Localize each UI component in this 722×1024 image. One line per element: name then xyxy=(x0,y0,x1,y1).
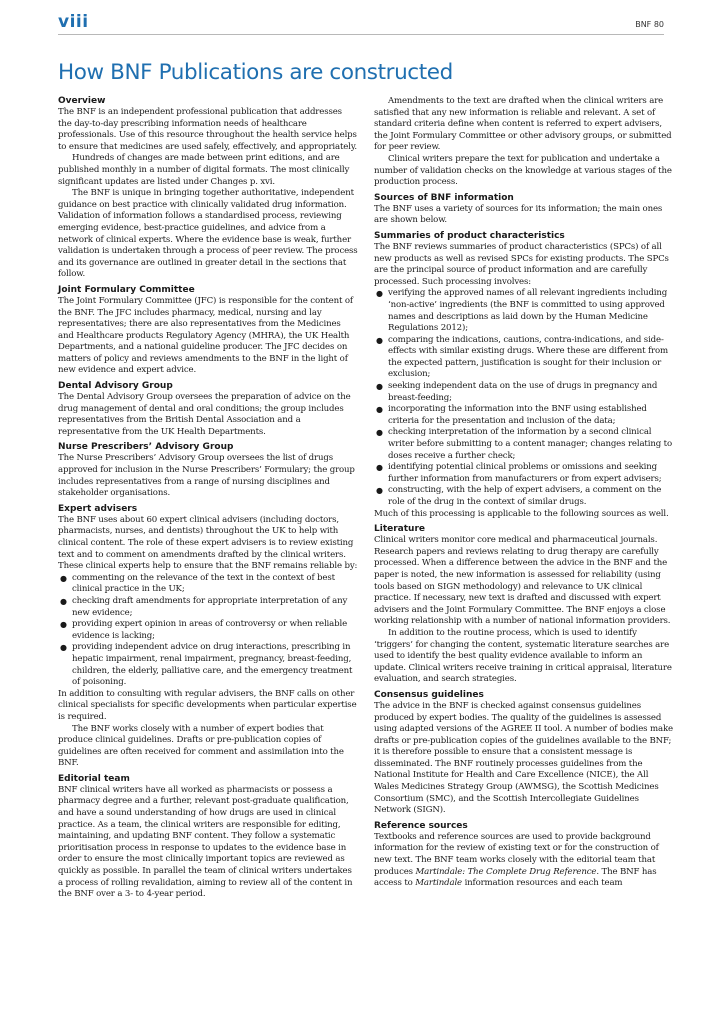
sources-paragraph: The BNF uses a variety of sources for its information; the main ones are shown below. xyxy=(374,203,663,226)
bullet-icon: ● xyxy=(376,382,383,392)
bullet-icon: ● xyxy=(376,405,383,415)
list-item-text: seeking independent data on the use of drugs in pregnancy and breast-feeding; xyxy=(388,381,658,403)
intro-paragraph-2: Clinical writers prepare the text for publication and undertake a number of validation checks on the knowledge at various stages of the production process. xyxy=(374,153,672,188)
list-item-text: comparing the indications, cautions, contra-indications, and side-effects with similar existing drugs. Where these are different from the expected pattern, justification is sought for their inclusion or exclusion; xyxy=(388,334,669,380)
list-item xyxy=(374,462,674,485)
section-heading-literature: Literature xyxy=(374,524,425,535)
running-head: BNF 80 xyxy=(635,20,664,29)
spc-paragraph-2: Much of this processing is applicable to the following sources as well. xyxy=(374,508,669,519)
overview-paragraph-3: The BNF is unique in bringing together authoritative, independent guidance on best practice with clinically validated drug information. Validation of information follows a standardised process, reviewing emerging evidence, best-practice guidelines, and advice from a network of clinical experts. Where the evidence base is weak, further validation is undertaken through a process of peer review. The process and its governance are outlined in greater detail in the sections that follow. xyxy=(58,188,358,280)
section-heading-overview: Overview xyxy=(58,96,106,106)
left-column xyxy=(58,96,358,901)
literature-paragraph-2: In addition to the routine process, which is used to identify ‘triggers’ for changing the content, systematic literature searches are used to identify the best quality evidence available to inform an update. Clinical writers receive training in critical appraisal, literature evaluation, and search strategies. xyxy=(374,627,672,685)
section-heading-experts: Expert advisers xyxy=(58,503,138,514)
list-item-text: constructing, with the help of expert advisers, a comment on the role of the drug in the context of similar drugs. xyxy=(388,485,662,507)
section-heading-reference: Reference sources xyxy=(374,820,468,831)
martindale-name: Martindale xyxy=(415,878,462,889)
list-item-text: commenting on the relevance of the text in the context of best clinical practice in the UK; xyxy=(72,572,335,595)
section-heading-spc: Summaries of product characteristics xyxy=(374,230,565,241)
section-heading-dental: Dental Advisory Group xyxy=(58,381,173,392)
bullet-icon: ● xyxy=(60,573,67,583)
bullet-icon: ● xyxy=(60,643,67,653)
dental-paragraph: The Dental Advisory Group oversees the preparation of advice on the drug management of dental and oral conditions; the group includes representatives from the British Dental Association and a representative from the UK Health Departments. xyxy=(58,392,351,437)
consensus-paragraph: The advice in the BNF is checked against consensus guidelines produced by expert bodies. The quality of the guidelines is assessed using adapted versions of the AGREE II tool. A number of bodies make drafts or pre-publication copies of the guidelines available to the BNF; it is therefore possible to ensure that a consistent message is disseminated. The BNF routinely processes guidelines from the National Institute for Health and Care Excellence (NICE), the All Wales Medicines Strategy Group (AWMSG), the Scottish Medicines Consortium (SMC), and the Scottish Intercollegiate Guidelines Network (SIGN). xyxy=(374,700,673,816)
bullet-icon: ● xyxy=(60,596,67,606)
section-heading-editorial: Editorial team xyxy=(58,773,130,784)
experts-paragraph-1: The BNF uses about 60 expert clinical advisers (including doctors, pharmacists, nurses, and dentists) throughout the UK to help with clinical content. The role of these expert advisers is to review existing text and to comment on amendments drafted by the clinical writers. These clinical experts help to ensure that the BNF remains reliable by: xyxy=(58,514,358,572)
list-item-text: incorporating the information into the BNF using established criteria for the presentation and inclusion of the data; xyxy=(388,404,647,426)
reference-text-c: information resources and each team xyxy=(461,878,623,889)
list-item xyxy=(374,335,674,381)
list-item xyxy=(374,404,674,427)
reference-text-b: . The BNF has access to xyxy=(374,866,657,889)
list-item xyxy=(58,619,358,642)
overview-paragraph-1: The BNF is an independent professional publication that addresses the day-to-day prescribing information needs of healthcare professionals. Use of this resource throughout the health service helps to ensure that medicines are used safely, effectively, and appropriately. xyxy=(58,107,357,152)
bullet-icon: ● xyxy=(376,486,383,496)
jfc-paragraph: The Joint Formulary Committee (JFC) is responsible for the content of the BNF. The JFC includes pharmacy, medical, nursing and lay representatives; there are also representatives from the Medicines and Healthcare products Regulatory Agency (MHRA), the UK Health Departments, and a national guideline producer. The JFC decides on matters of policy and reviews amendments to the BNF in the light of new evidence and expert advice. xyxy=(58,295,353,376)
bullet-icon: ● xyxy=(376,289,383,299)
list-item xyxy=(58,573,358,596)
nurse-paragraph: The Nurse Prescribers’ Advisory Group oversees the list of drugs approved for inclusion in the Nurse Prescribers’ Formulary; the group includes representatives from a range of nursing disciplines and stakeholder organisations. xyxy=(58,453,355,499)
bullet-icon: ● xyxy=(376,335,383,345)
list-item xyxy=(58,642,358,688)
page-title: How BNF Publications are constructed xyxy=(58,60,453,85)
editorial-paragraph: BNF clinical writers have all worked as pharmacists or possess a pharmacy degree and a further, relevant post-graduate qualification, and have a sound understanding of how drugs are used in clinical practice. As a team, the clinical writers are responsible for editing, maintaining, and updating BNF content. They follow a systematic prioritisation process in response to updates to the evidence base in order to ensure the most clinically important topics are reviewed as quickly as possible. In parallel the team of clinical writers undertakes a process of rolling revalidation, aiming to review all of the content in the BNF over a 3- to 4-year period. xyxy=(58,784,353,900)
reference-text-a: Textbooks and reference sources are used to provide background information for the review of existing text or for the construction of new text. The BNF team works closely with the editorial team that produces xyxy=(374,831,659,877)
overview-paragraph-2: Hundreds of changes are made between print editions, and are published monthly in a number of digital formats. The most clinically significant updates are listed under Changes p. xvi. xyxy=(58,153,350,187)
section-heading-consensus: Consensus guidelines xyxy=(374,689,484,700)
bullet-icon: ● xyxy=(376,428,383,438)
experts-paragraph-2: In addition to consulting with regular advisers, the BNF calls on other clinical specialists for specific developments when particular expertise is required. xyxy=(58,688,357,722)
page-number: viii xyxy=(58,12,89,32)
list-item-text: identifying potential clinical problems or omissions and seeking further information from manufacturers or from expert advisers; xyxy=(388,462,662,484)
section-heading-nurse: Nurse Prescribers’ Advisory Group xyxy=(58,442,234,453)
list-item-text: verifying the approved names of all relevant ingredients including ‘non-active’ ingredients (the BNF is committed to using approved names and descriptions as laid down by the Human Medicine Regulations 2012); xyxy=(388,288,668,334)
right-column xyxy=(374,96,674,890)
list-item-text: checking interpretation of the information by a second clinical writer before submitting to a content manager; changes relating to doses receive a further check; xyxy=(388,427,672,461)
bullet-icon: ● xyxy=(376,463,383,473)
list-item-text: providing expert opinion in areas of controversy or when reliable evidence is lacking; xyxy=(72,619,348,641)
reference-paragraph xyxy=(374,832,674,890)
list-item xyxy=(374,288,674,334)
list-item xyxy=(374,427,674,462)
list-item-text: providing independent advice on drug interactions, prescribing in hepatic impairment, renal impairment, pregnancy, breast-feeding, children, the elderly, palliative care, and the emergency treatment of poisoning. xyxy=(72,642,353,688)
intro-paragraph-1: Amendments to the text are drafted when the clinical writers are satisfied that any new information is reliable and relevant. A set of standard criteria define when content is referred to expert advisers, the Joint Formulary Committee or other advisory groups, or submitted for peer review. xyxy=(374,96,672,153)
literature-paragraph-1: Clinical writers monitor core medical and pharmaceutical journals. Research papers and reviews relating to drug therapy are carefully processed. When a difference between the advice in the BNF and the paper is noted, the new information is assessed for reliability (using tools based on SIGN methodology) and relevance to UK clinical practice. If necessary, new text is drafted and discussed with expert advisers and the Joint Formulary Committee. The BNF enjoys a close working relationship with a number of national information providers. xyxy=(374,535,671,627)
list-item xyxy=(374,485,674,508)
bullet-icon: ● xyxy=(60,620,67,630)
spc-paragraph-1: The BNF reviews summaries of product characteristics (SPCs) of all new products as well as revised SPCs for existing products. The SPCs are the principal source of product information and are carefully processed. Such processing involves: xyxy=(374,241,669,287)
section-heading-jfc: Joint Formulary Committee xyxy=(58,284,195,295)
list-item xyxy=(374,381,674,404)
experts-bullet-list xyxy=(58,573,358,689)
list-item xyxy=(58,596,358,619)
list-item-text: checking draft amendments for appropriate interpretation of any new evidence; xyxy=(72,595,348,618)
section-heading-sources: Sources of BNF information xyxy=(374,192,514,203)
experts-paragraph-3: The BNF works closely with a number of expert bodies that produce clinical guidelines. Drafts or pre-publication copies of guidelines are often received for comment and assimilation into the BNF. xyxy=(58,723,344,769)
spc-bullet-list xyxy=(374,288,674,508)
martindale-title: Martindale: The Complete Drug Reference xyxy=(415,866,597,877)
page-header xyxy=(58,12,664,35)
